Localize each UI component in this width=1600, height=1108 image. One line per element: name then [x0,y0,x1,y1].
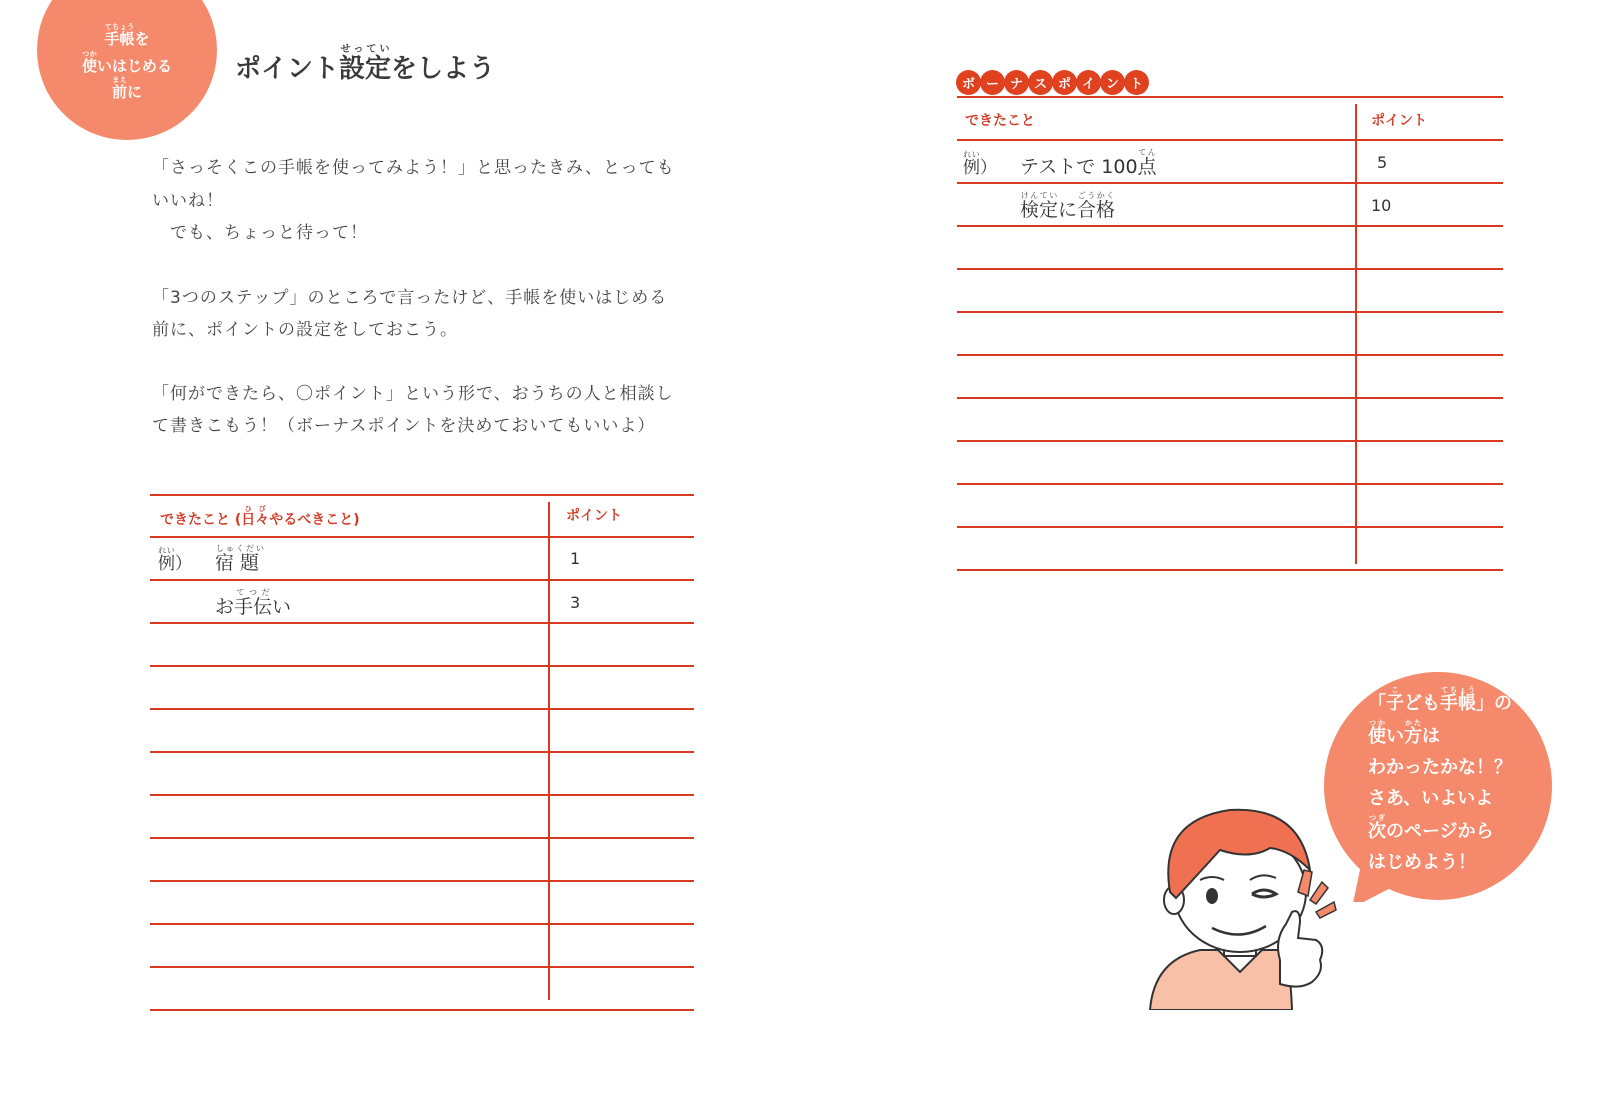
table-line [957,397,1503,399]
table-line [957,354,1503,356]
intro-text-3: でも、ちょっと待って！ [152,223,368,243]
boy-mascot-illustration [1140,800,1340,1010]
table-line [957,440,1503,442]
table-line [150,923,694,925]
bonus-label-char: ー [980,70,1005,95]
table-line [150,794,694,796]
table-line [150,579,694,581]
badge-line-2: 使つかいはじめる [81,50,173,75]
table-line [150,622,694,624]
points-value: 10 [1371,196,1392,215]
bonus-col-done: できたこと [965,113,1035,129]
table-line [150,536,694,538]
speech-line-6: はじめよう！ [1368,852,1476,873]
bonus-label-char: ボ [956,70,981,95]
bonus-points-label [956,70,1148,96]
table-line [957,569,1503,571]
table-row-chores: お手伝てつだい [215,588,292,618]
bonus-label-char: ス [1028,70,1053,95]
table-line [957,483,1503,485]
daily-col-done: できたこと (日々ひびやるべきこと) [160,505,360,528]
table-line [957,139,1503,141]
table-line [957,526,1503,528]
bonus-label-char: ポ [1052,70,1077,95]
speech-line-5: 次つぎのページから [1368,814,1494,842]
intro-text-2: いいね！ [152,191,224,211]
corner-badge [37,0,217,140]
badge-line-1: 手帳てちょうを [104,23,150,48]
table-line [150,665,694,667]
bonus-col-points: ポイント [1371,113,1427,129]
example-prefix: 例れい） [963,150,997,178]
bonus-label-char: イ [1076,70,1101,95]
table-line [150,880,694,882]
table-line [957,311,1503,313]
steps-text-2: 前に、ポイントの設定をしておこう。 [152,320,458,340]
table-line [150,837,694,839]
table-row-homework: 宿題しゅくだい [215,544,266,574]
daily-col-points: ポイント [566,508,622,524]
speech-line-2: 使つかい方かたは [1368,719,1440,747]
bonus-points-table [957,96,1503,576]
table-line [150,708,694,710]
bonus-label-char: ン [1100,70,1125,95]
table-line [957,225,1503,227]
bonus-label-char: ナ [1004,70,1029,95]
daily-points-table [150,494,694,1014]
page-title: ポイント設定せっていをしよう [235,44,496,84]
table-line [150,966,694,968]
speech-line-1: 「子こども手帳てちょう」の [1368,686,1512,714]
speech-text [1368,686,1512,878]
speech-line-3: わかったかな！？ [1368,757,1512,778]
steps-text-1: 「3つのステップ」のところで言ったけど、手帳を使いはじめる [152,288,668,308]
intro-text-1: 「さっそくこの手帳を使ってみよう！」と思ったきみ、とっても [152,158,675,178]
table-line [957,182,1503,184]
example-prefix: 例れい） [158,546,192,574]
table-line [957,268,1503,270]
table-row-exam: 検定けんていに合格ごうかく [1020,191,1116,221]
points-value: 1 [570,549,581,568]
consult-text-2: て書きこもう！（ボーナスポイントを決めておいてもいいよ） [152,416,656,436]
table-row-test: テストで 100点てん [1020,148,1157,178]
speech-line-4: さあ、いよいよ [1368,788,1494,809]
table-line [150,494,694,496]
bonus-label-char: ト [1124,70,1149,95]
table-divider [1355,104,1357,564]
table-line [957,96,1503,98]
points-value: 3 [570,593,581,612]
badge-line-3: 前まえに [111,76,143,101]
points-value: 5 [1377,153,1388,172]
table-line [150,1009,694,1011]
table-line [150,751,694,753]
consult-text-1: 「何ができたら、〇ポイント」という形で、おうちの人と相談し [152,384,674,404]
